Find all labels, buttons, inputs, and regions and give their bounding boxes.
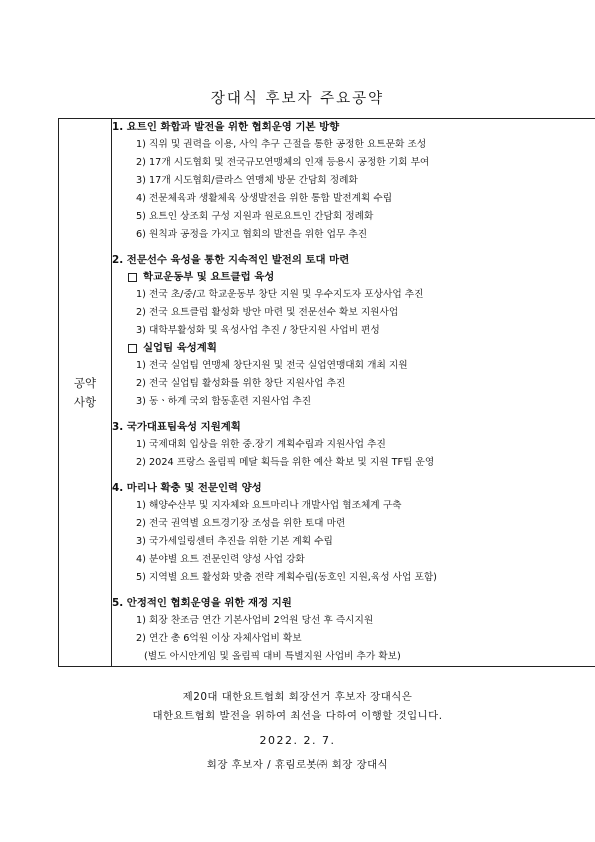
pledge-item: 5) 지역별 요트 활성화 맞춤 전략 계획수립(동호인 지원,육성 사업 포함)	[136, 572, 437, 583]
section-heading: 2. 전문선수 육성을 통한 지속적인 발전의 토대 마련	[112, 254, 350, 266]
subsection-heading	[112, 269, 595, 286]
section-heading: 3. 국가대표팀육성 지원계획	[112, 421, 241, 433]
closing-line2: 대한요트협회 발전을 위하여 최선을 다하여 이행할 것입니다.	[152, 710, 443, 722]
pledge-item: (별도 아시안게임 및 올림픽 대비 특별지원 사업비 추가 확보)	[144, 651, 401, 662]
section-1	[112, 119, 595, 244]
signer-line: 회장 후보자 / 휴림로봇㈜ 회장 장대식	[206, 759, 389, 771]
pledge-item: 3) 국가세일링센터 추진을 위한 기본 계획 수립	[136, 536, 333, 547]
pledge-item: 1) 해양수산부 및 지자체와 요트마리나 개발사업 협조체계 구축	[136, 500, 402, 511]
checkbox-icon	[128, 273, 137, 282]
pledge-item: 1) 국제대회 입상을 위한 중.장기 계획수립과 지원사업 추진	[136, 439, 386, 450]
section-2	[112, 252, 595, 411]
pledge-item: 3) 대학부활성화 및 육성사업 추진 / 창단지원 사업비 편성	[136, 325, 380, 336]
pledge-item: 4) 전문체육과 생활체육 상생발전을 위한 통합 발전계획 수립	[136, 193, 393, 204]
subsection-heading	[112, 340, 595, 357]
section-heading: 5. 안정적인 협회운영을 위한 재정 지원	[112, 597, 292, 609]
pledge-label-cell	[59, 119, 112, 667]
section-3	[112, 419, 595, 472]
pledge-table	[58, 118, 595, 667]
section-heading: 1. 요트인 화합과 발전을 위한 협회운영 기본 방향	[112, 121, 340, 133]
pledge-item: 2) 전국 요트클럽 활성화 방안 마련 및 전문선수 확보 지원사업	[136, 307, 399, 318]
pledge-item: 5) 요트인 상조회 구성 지원과 원로요트인 간담회 정례화	[136, 211, 374, 222]
subsection-heading-text: 학교운동부 및 요트클럽 육성	[143, 271, 275, 283]
section-4	[112, 480, 595, 587]
pledge-item: 1) 전국 실업팀 연맹체 창단지원 및 전국 실업연맹대회 개최 지원	[136, 360, 408, 371]
pledge-item: 1) 직위 및 권력을 이용, 사익 추구 근절을 통한 공정한 요트문화 조성	[136, 139, 427, 150]
pledge-item: 1) 전국 초/중/고 학교운동부 창단 지원 및 우수지도자 포상사업 추진	[136, 289, 424, 300]
pledge-content-cell	[112, 119, 595, 667]
pledge-item: 2) 전국 권역별 요트경기장 조성을 위한 토대 마련	[136, 518, 346, 529]
subsection-heading-text: 실업팀 육성계획	[143, 342, 217, 354]
document-title: 장대식 후보자 주요공약	[210, 91, 385, 107]
pledge-item: 3) 동ㆍ하계 국외 합동훈련 지원사업 추진	[136, 396, 312, 407]
pledge-item: 6) 원칙과 공정을 가지고 협회의 발전을 위한 업무 추진	[136, 229, 368, 240]
pledge-label-line1: 공약	[73, 375, 97, 390]
document-date: 2022. 2. 7.	[259, 734, 336, 747]
pledge-item: 2) 2024 프랑스 올림픽 메달 획득을 위한 예산 확보 및 지원 TF팀 운영	[136, 457, 435, 468]
pledge-item: 2) 17개 시도협회 및 전국규모연맹체의 인재 등용시 공정한 기회 부여	[136, 157, 430, 168]
pledge-item: 2) 연간 총 6억원 이상 자체사업비 확보	[136, 633, 302, 644]
pledge-item: 3) 17개 시도협회/클라스 연맹체 방문 간담회 정례화	[136, 175, 358, 186]
closing-statement	[0, 688, 595, 726]
section-5	[112, 595, 595, 666]
checkbox-icon	[128, 344, 137, 353]
pledge-item: 2) 전국 실업팀 활성화를 위한 창단 지원사업 추진	[136, 378, 346, 389]
closing-line1: 제20대 대한요트협회 회장선거 후보자 장대식은	[182, 691, 413, 703]
pledge-label-line2: 사항	[73, 394, 97, 409]
pledge-item: 4) 분야별 요트 전문인력 양성 사업 강화	[136, 554, 305, 565]
section-heading: 4. 마리나 확충 및 전문인력 양성	[112, 482, 262, 494]
pledge-item: 1) 회장 찬조금 연간 기본사업비 2억원 당선 후 즉시지원	[136, 615, 374, 626]
